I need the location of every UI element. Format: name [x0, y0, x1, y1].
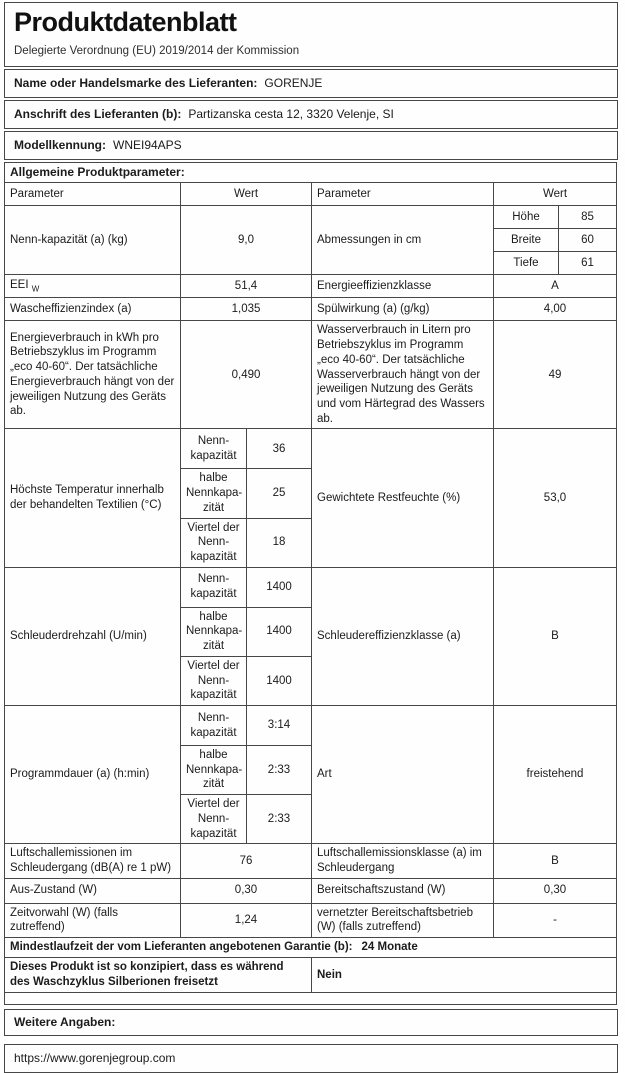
dimension-width-value: 60	[559, 229, 617, 252]
dimension-depth-value: 61	[559, 252, 617, 275]
energy-class-label: Energieeffizienzklasse	[312, 275, 494, 298]
noise-class-label: Luftschallemissionsklasse (a) im Schleudergang	[312, 844, 494, 878]
type-label: Art	[312, 706, 494, 844]
eei-label: EEI $_W$	[5, 275, 181, 298]
eei-subscript: W	[31, 284, 40, 294]
max-temp-quarter-value: 18	[247, 518, 312, 567]
spin-speed-half-value: 1400	[247, 607, 312, 656]
supplier-name-row	[4, 69, 618, 98]
spin-speed-nominal-label: Nenn-kapazität	[181, 567, 247, 607]
off-mode-value: 0,30	[181, 878, 312, 903]
dimension-width-label: Breite	[494, 229, 559, 252]
networked-standby-value: -	[494, 903, 617, 937]
energy-consumption-value: 0,490	[181, 321, 312, 429]
dimension-depth-label: Tiefe	[494, 252, 559, 275]
off-mode-label: Aus-Zustand (W)	[5, 878, 181, 903]
wash-index-label: Wascheffizienzindex (a)	[5, 298, 181, 321]
supplier-address-value: Partizanska cesta 12, 3320 Velenje, SI	[188, 107, 394, 121]
standby-value: 0,30	[494, 878, 617, 903]
warranty-value: 24 Monate	[361, 941, 418, 954]
section-title: Allgemeine Produktparameter:	[5, 163, 617, 183]
model-label: Modellkennung:	[14, 138, 106, 152]
energy-consumption-label: Energieverbrauch in kWh pro Betriebszyklus im Programm „eco 40-60“. Der tatsächliche Energieverbrauch hängt von der jeweiligen Nutzung des Geräts ab.	[5, 321, 181, 429]
supplier-name-label: Name oder Handelsmarke des Lieferanten:	[14, 76, 258, 90]
model-row	[4, 131, 618, 160]
dimension-height-value: 85	[559, 206, 617, 229]
silver-ions-label: Dieses Produkt ist so konzipiert, dass es während des Waschzyklus Silberionen freisetzt	[5, 958, 312, 992]
warranty-row	[5, 938, 617, 958]
noise-label: Luftschallemissionen im Schleudergang (dB(A) re 1 pW)	[5, 844, 181, 878]
water-consumption-value: 49	[494, 321, 617, 429]
title-block	[4, 2, 618, 67]
duration-nominal-label: Nenn-kapazität	[181, 706, 247, 746]
header-value-left: Wert	[181, 183, 312, 206]
spin-speed-quarter-label: Viertel der Nenn-kapazität	[181, 656, 247, 705]
supplier-address-row	[4, 100, 618, 129]
residual-moisture-label: Gewichtete Restfeuchte (%)	[312, 429, 494, 567]
capacity-value: 9,0	[181, 206, 312, 275]
max-temp-nominal-label: Nenn-kapazität	[181, 429, 247, 469]
header-value-right: Wert	[494, 183, 617, 206]
empty-row	[5, 992, 617, 1004]
header-param-right: Parameter	[312, 183, 494, 206]
duration-half-label: halbe Nennkapa-zität	[181, 746, 247, 795]
spin-speed-label: Schleuderdrehzahl (U/min)	[5, 567, 181, 705]
max-temp-half-label: halbe Nennkapa-zität	[181, 469, 247, 518]
duration-nominal-value: 3:14	[247, 706, 312, 746]
type-value: freistehend	[494, 706, 617, 844]
eei-value: 51,4	[181, 275, 312, 298]
silver-ions-value: Nein	[312, 958, 617, 992]
water-consumption-label: Wasserverbrauch in Litern pro Betriebszyklus im Programm „eco 40-60“. Der tatsächliche Wasserverbrauch hängt von der jeweiligen Nutzung des Geräts und vom Härtegrad des Wassers ab.	[312, 321, 494, 429]
capacity-label: Nenn-kapazität (a) (kg)	[5, 206, 181, 275]
regulation-subtitle: Delegierte Verordnung (EU) 2019/2014 der Kommission	[14, 45, 300, 57]
duration-half-value: 2:33	[247, 746, 312, 795]
delay-start-value: 1,24	[181, 903, 312, 937]
rinse-value: 4,00	[494, 298, 617, 321]
warranty-label: Mindestlaufzeit der vom Lieferanten angebotenen Garantie (b):	[10, 941, 353, 954]
spin-class-label: Schleudereffizienzklasse (a)	[312, 567, 494, 705]
delay-start-label: Zeitvorwahl (W) (falls zutreffend)	[5, 903, 181, 937]
max-temp-quarter-label: Viertel der Nenn-kapazität	[181, 518, 247, 567]
spin-speed-half-label: halbe Nennkapa-zität	[181, 607, 247, 656]
spin-speed-quarter-value: 1400	[247, 656, 312, 705]
dimensions-label: Abmessungen in cm	[312, 206, 494, 275]
spin-class-value: B	[494, 567, 617, 705]
residual-moisture-value: 53,0	[494, 429, 617, 567]
supplier-name-value: GORENJE	[264, 76, 323, 90]
energy-class-value: A	[494, 275, 617, 298]
duration-quarter-value: 2:33	[247, 795, 312, 844]
noise-class-value: B	[494, 844, 617, 878]
noise-value: 76	[181, 844, 312, 878]
max-temp-half-value: 25	[247, 469, 312, 518]
model-value: WNEI94APS	[113, 138, 182, 152]
spin-speed-nominal-value: 1400	[247, 567, 312, 607]
max-temperature-label: Höchste Temperatur innerhalb der behandelten Textilien (°C)	[5, 429, 181, 567]
website-link[interactable]: https://www.gorenjegroup.com	[14, 1050, 176, 1065]
page-title: Produktdatenblatt	[14, 7, 237, 37]
duration-quarter-label: Viertel der Nenn-kapazität	[181, 795, 247, 844]
wash-index-value: 1,035	[181, 298, 312, 321]
general-parameters-table	[4, 162, 617, 1005]
more-info-heading: Weitere Angaben:	[4, 1009, 618, 1036]
dimension-height-label: Höhe	[494, 206, 559, 229]
duration-label: Programmdauer (a) (h:min)	[5, 706, 181, 844]
header-param-left: Parameter	[5, 183, 181, 206]
networked-standby-label: vernetzter Bereitschaftsbetrieb (W) (falls zutreffend)	[312, 903, 494, 937]
supplier-address-label: Anschrift des Lieferanten (b):	[14, 107, 182, 121]
max-temp-nominal-value: 36	[247, 429, 312, 469]
website-row	[4, 1044, 618, 1073]
rinse-label: Spülwirkung (a) (g/kg)	[312, 298, 494, 321]
standby-label: Bereitschaftszustand (W)	[312, 878, 494, 903]
